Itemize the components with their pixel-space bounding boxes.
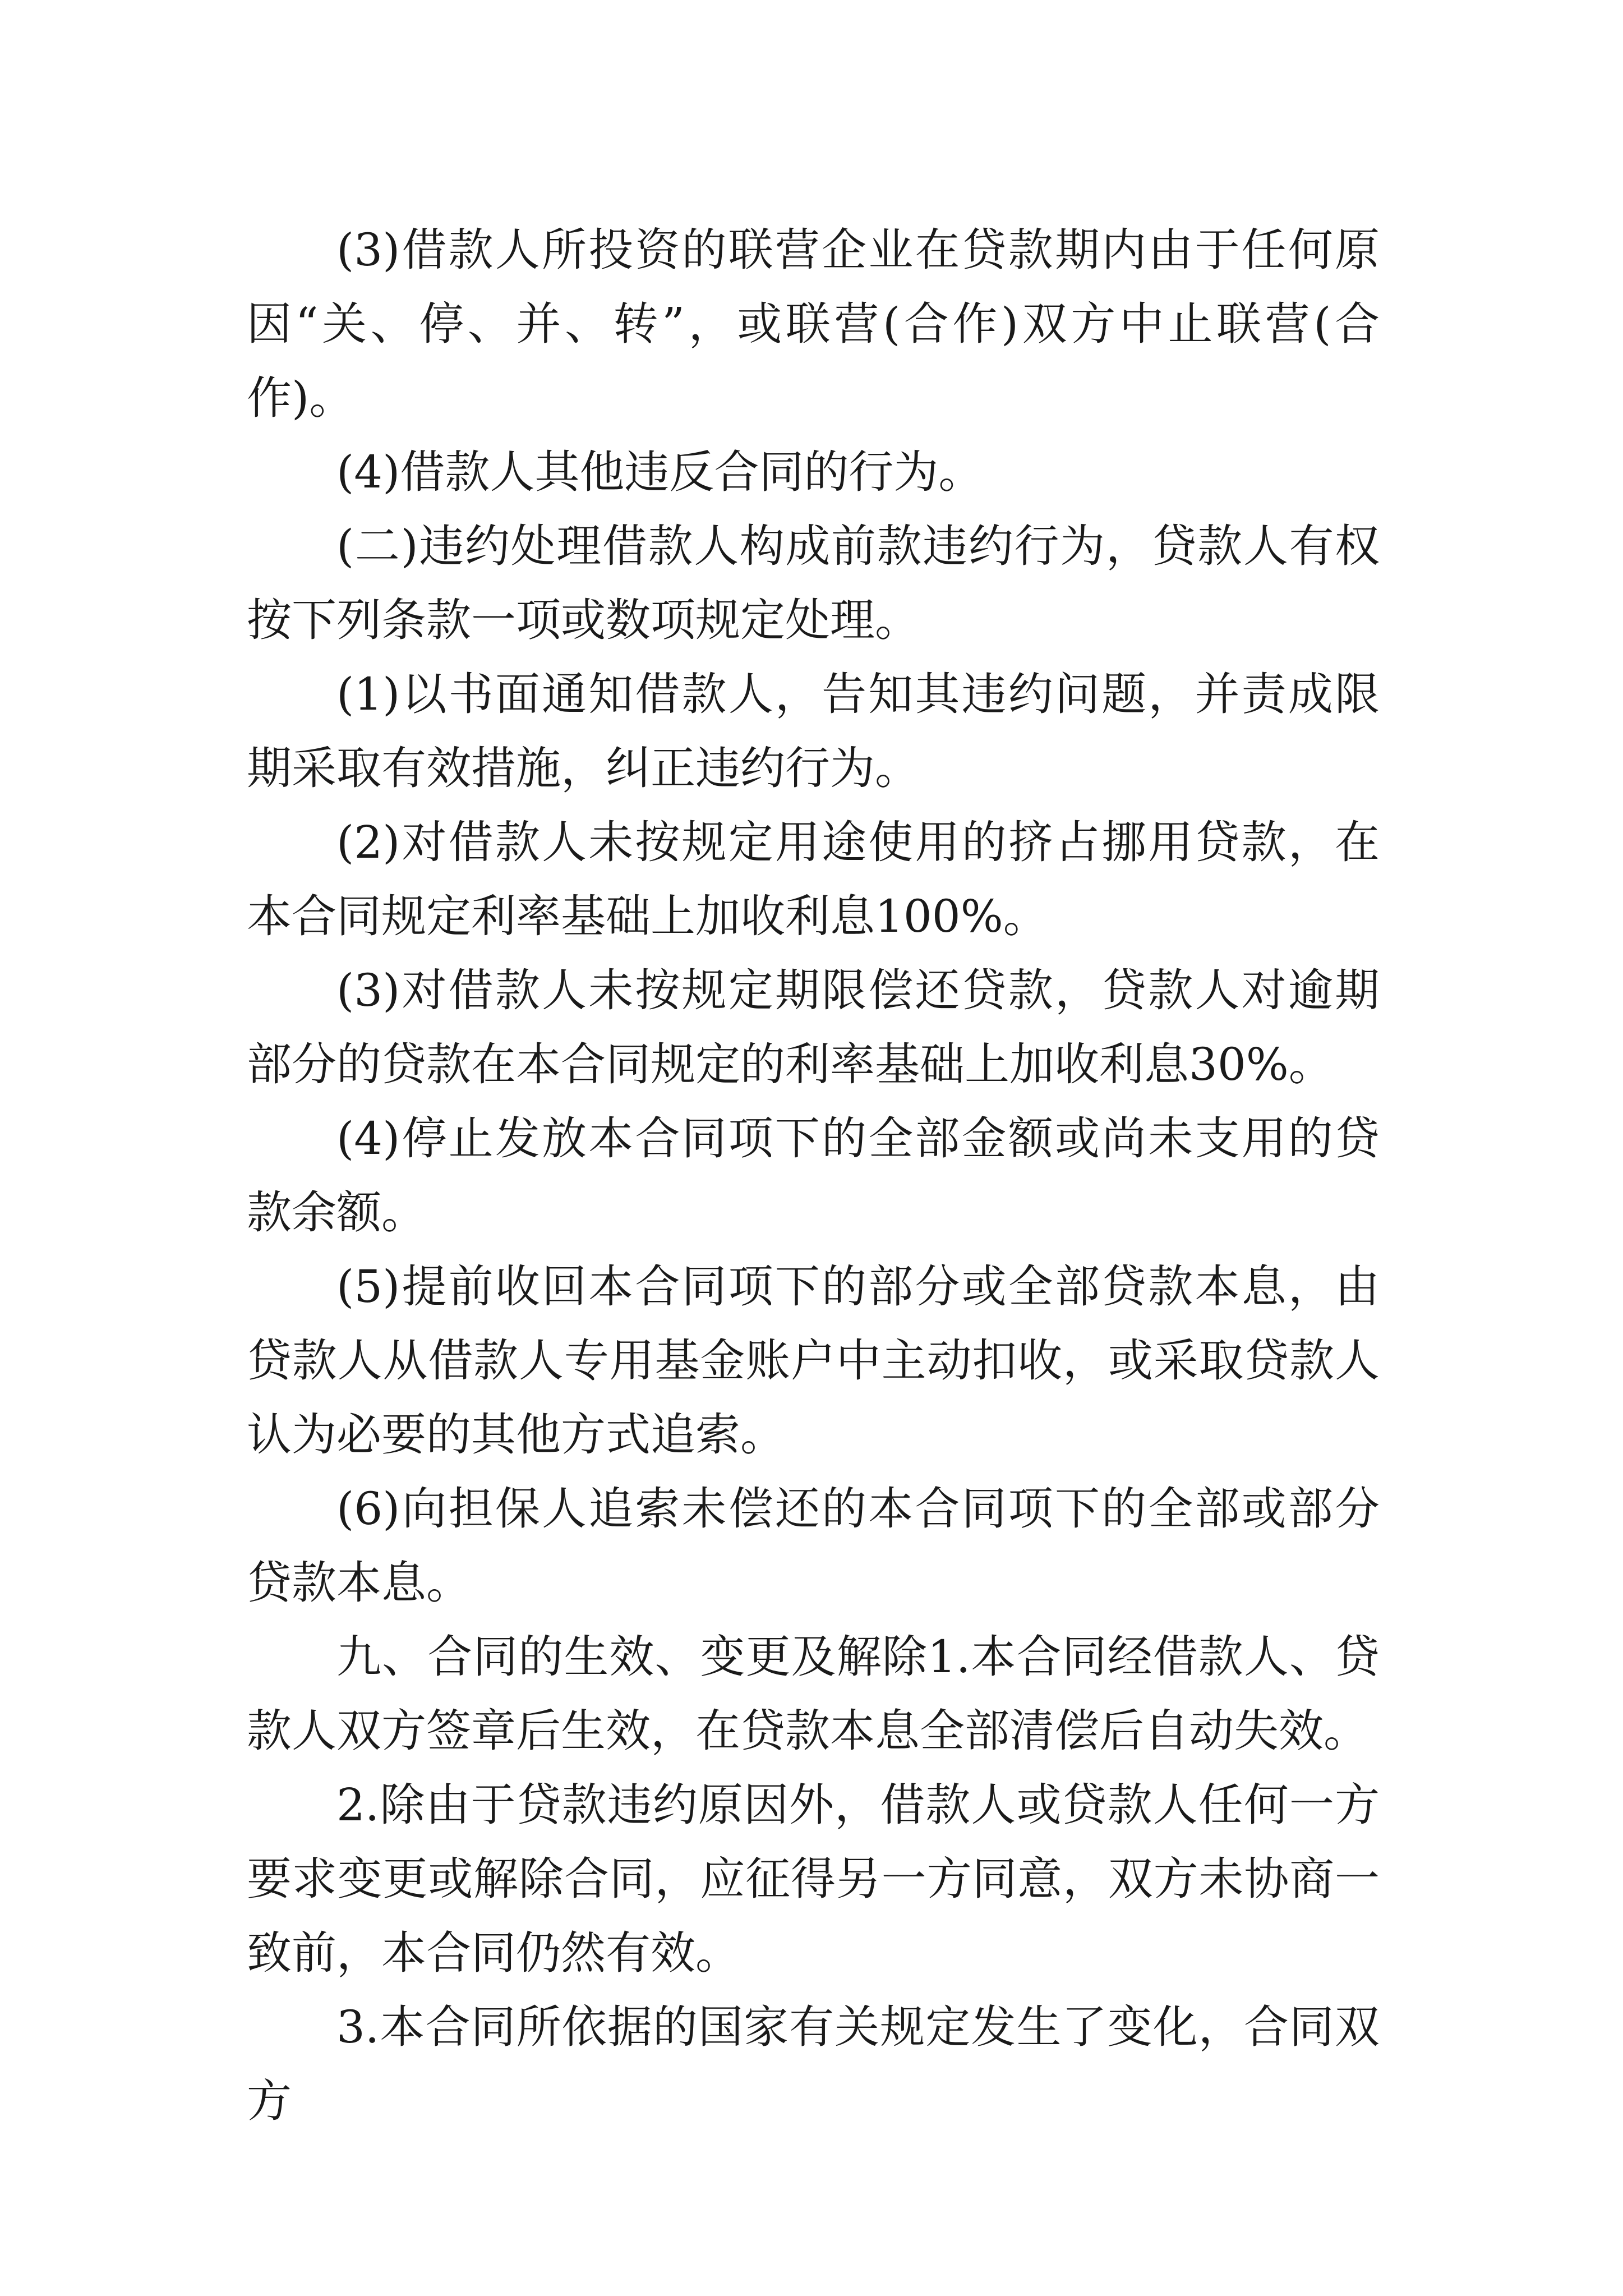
paragraph-handling-1: (1)以书面通知借款人，告知其违约问题，并责成限期采取有效措施，纠正违约行为。 xyxy=(247,668,1380,794)
paragraph-handling-3: (3)对借款人未按规定期限偿还贷款，贷款人对逾期部分的贷款在本合同规定的利率基础上加收利息30%。 xyxy=(247,964,1380,1091)
paragraph-default-handling: (二)违约处理借款人构成前款违约行为，贷款人有权按下列条款一项或数项规定处理。 xyxy=(247,520,1380,646)
paragraph-handling-4: (4)停止发放本合同项下的全部金额或尚未支用的贷款余额。 xyxy=(247,1112,1380,1239)
document-body xyxy=(247,213,1380,2138)
paragraph-section-9: 九、合同的生效、变更及解除1.本合同经借款人、贷款人双方签章后生效，在贷款本息全部清偿后自动失效。 xyxy=(247,1631,1380,1757)
paragraph-default-clause-3: (3)借款人所投资的联营企业在贷款期内由于任何原因“关、停、并、转”，或联营(合作)双方中止联营(合作)。 xyxy=(247,224,1380,424)
paragraph-default-clause-4: (4)借款人其他违反合同的行为。 xyxy=(336,446,984,498)
paragraph-handling-6: (6)向担保人追索未偿还的本合同项下的全部或部分贷款本息。 xyxy=(247,1483,1380,1609)
paragraph-section-9-item-2: 2.除由于贷款违约原因外，借款人或贷款人任何一方要求变更或解除合同，应征得另一方同意，双方未协商一致前，本合同仍然有效。 xyxy=(247,1779,1380,1979)
paragraph-handling-5: (5)提前收回本合同项下的部分或全部贷款本息，由贷款人从借款人专用基金账户中主动扣收，或采取贷款人认为必要的其他方式追索。 xyxy=(247,1260,1380,1461)
paragraph-handling-2: (2)对借款人未按规定用途使用的挤占挪用贷款，在本合同规定利率基础上加收利息100%。 xyxy=(247,816,1380,942)
paragraph-section-9-item-3: 3.本合同所依据的国家有关规定发生了变化，合同双方 xyxy=(247,2001,1380,2127)
